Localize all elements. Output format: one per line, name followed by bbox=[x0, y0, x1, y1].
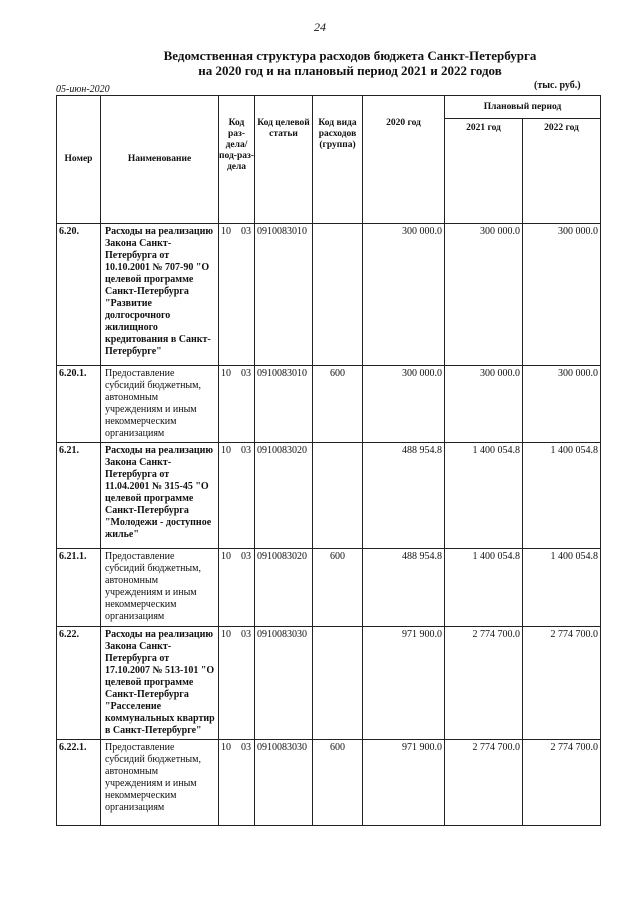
row-number: 6.22. bbox=[57, 627, 101, 740]
row-2021: 300 000.0 bbox=[445, 224, 523, 366]
row-name: Предоставление субсидий бюджетным, автономным учреждениям и иным некоммерческим организациям bbox=[101, 549, 219, 627]
table-row bbox=[57, 224, 601, 366]
units-label: (тыс. руб.) bbox=[534, 80, 581, 91]
header-2021: 2021 год bbox=[445, 119, 523, 224]
row-name: Расходы на реализацию Закона Санкт-Петербурга от 10.10.2001 № 707-90 "О целевой программе Санкт-Петербурга "Развитие долгосрочного жилищного кредитования в Санкт-Петербурге" bbox=[101, 224, 219, 366]
table-body bbox=[57, 224, 601, 826]
document-title bbox=[60, 48, 640, 78]
row-number: 6.22.1. bbox=[57, 740, 101, 826]
row-2020: 300 000.0 bbox=[363, 224, 445, 366]
row-subsection-code: 03 bbox=[241, 445, 251, 456]
row-target: 0910083010 bbox=[255, 224, 313, 366]
row-number: 6.20.1. bbox=[57, 366, 101, 443]
row-number: 6.20. bbox=[57, 224, 101, 366]
row-2021: 300 000.0 bbox=[445, 366, 523, 443]
header-section: Код раз-дела/ под-раз-дела bbox=[219, 96, 255, 224]
row-target: 0910083020 bbox=[255, 549, 313, 627]
header-kind: Код вида расходов (группа) bbox=[313, 96, 363, 224]
header-number: Номер bbox=[57, 96, 101, 224]
row-2020: 488 954.8 bbox=[363, 549, 445, 627]
title-line-1: Ведомственная структура расходов бюджета Санкт-Петербурга bbox=[163, 48, 537, 63]
row-kind: 600 bbox=[313, 740, 363, 826]
row-section bbox=[219, 224, 255, 366]
title-line-2: на 2020 год и на плановый период 2021 и 2022 годов bbox=[198, 63, 502, 78]
table-row bbox=[57, 627, 601, 740]
row-kind bbox=[313, 627, 363, 740]
page-number: 24 bbox=[314, 20, 326, 34]
row-section-code: 10 bbox=[221, 226, 231, 237]
row-name: Предоставление субсидий бюджетным, автономным учреждениям и иным некоммерческим организациям bbox=[101, 366, 219, 443]
row-section-code: 10 bbox=[221, 445, 231, 456]
budget-table bbox=[56, 95, 601, 826]
header-2022: 2022 год bbox=[523, 119, 601, 224]
row-number: 6.21. bbox=[57, 443, 101, 549]
row-2022: 300 000.0 bbox=[523, 224, 601, 366]
row-section bbox=[219, 549, 255, 627]
row-2022: 1 400 054.8 bbox=[523, 443, 601, 549]
row-2021: 2 774 700.0 bbox=[445, 627, 523, 740]
header-planned: Плановый период bbox=[445, 96, 601, 119]
row-section-code: 10 bbox=[221, 551, 231, 562]
row-subsection-code: 03 bbox=[241, 742, 251, 753]
table-row bbox=[57, 740, 601, 826]
document-date: 05-июн-2020 bbox=[56, 84, 110, 95]
table-row bbox=[57, 549, 601, 627]
row-section bbox=[219, 366, 255, 443]
header-2020: 2020 год bbox=[363, 96, 445, 224]
row-2021: 1 400 054.8 bbox=[445, 443, 523, 549]
row-target: 0910083010 bbox=[255, 366, 313, 443]
table-row bbox=[57, 443, 601, 549]
row-2022: 300 000.0 bbox=[523, 366, 601, 443]
header-target: Код целевой статьи bbox=[255, 96, 313, 224]
row-section bbox=[219, 740, 255, 826]
row-subsection-code: 03 bbox=[241, 226, 251, 237]
row-kind bbox=[313, 443, 363, 549]
row-number: 6.21.1. bbox=[57, 549, 101, 627]
row-target: 0910083020 bbox=[255, 443, 313, 549]
row-target: 0910083030 bbox=[255, 627, 313, 740]
row-section-code: 10 bbox=[221, 368, 231, 379]
row-section-code: 10 bbox=[221, 629, 231, 640]
row-subsection-code: 03 bbox=[241, 629, 251, 640]
row-name: Расходы на реализацию Закона Санкт-Петербурга от 17.10.2007 № 513-101 "О целевой программе Санкт-Петербурга "Расселение коммунальных квартир в Санкт-Петербурге" bbox=[101, 627, 219, 740]
row-2021: 1 400 054.8 bbox=[445, 549, 523, 627]
row-section bbox=[219, 443, 255, 549]
row-section bbox=[219, 627, 255, 740]
row-section-code: 10 bbox=[221, 742, 231, 753]
row-kind bbox=[313, 224, 363, 366]
table-row bbox=[57, 366, 601, 443]
row-target: 0910083030 bbox=[255, 740, 313, 826]
row-2020: 971 900.0 bbox=[363, 627, 445, 740]
row-name: Предоставление субсидий бюджетным, автономным учреждениям и иным некоммерческим организациям bbox=[101, 740, 219, 826]
row-2021: 2 774 700.0 bbox=[445, 740, 523, 826]
row-2022: 1 400 054.8 bbox=[523, 549, 601, 627]
row-kind: 600 bbox=[313, 549, 363, 627]
row-2022: 2 774 700.0 bbox=[523, 740, 601, 826]
row-2020: 488 954.8 bbox=[363, 443, 445, 549]
row-kind: 600 bbox=[313, 366, 363, 443]
row-name: Расходы на реализацию Закона Санкт-Петербурга от 11.04.2001 № 315-45 "О целевой программе Санкт-Петербурга "Молодежи - доступное жилье" bbox=[101, 443, 219, 549]
row-2020: 971 900.0 bbox=[363, 740, 445, 826]
row-2022: 2 774 700.0 bbox=[523, 627, 601, 740]
row-2020: 300 000.0 bbox=[363, 366, 445, 443]
row-subsection-code: 03 bbox=[241, 551, 251, 562]
header-name: Наименование bbox=[101, 96, 219, 224]
row-subsection-code: 03 bbox=[241, 368, 251, 379]
